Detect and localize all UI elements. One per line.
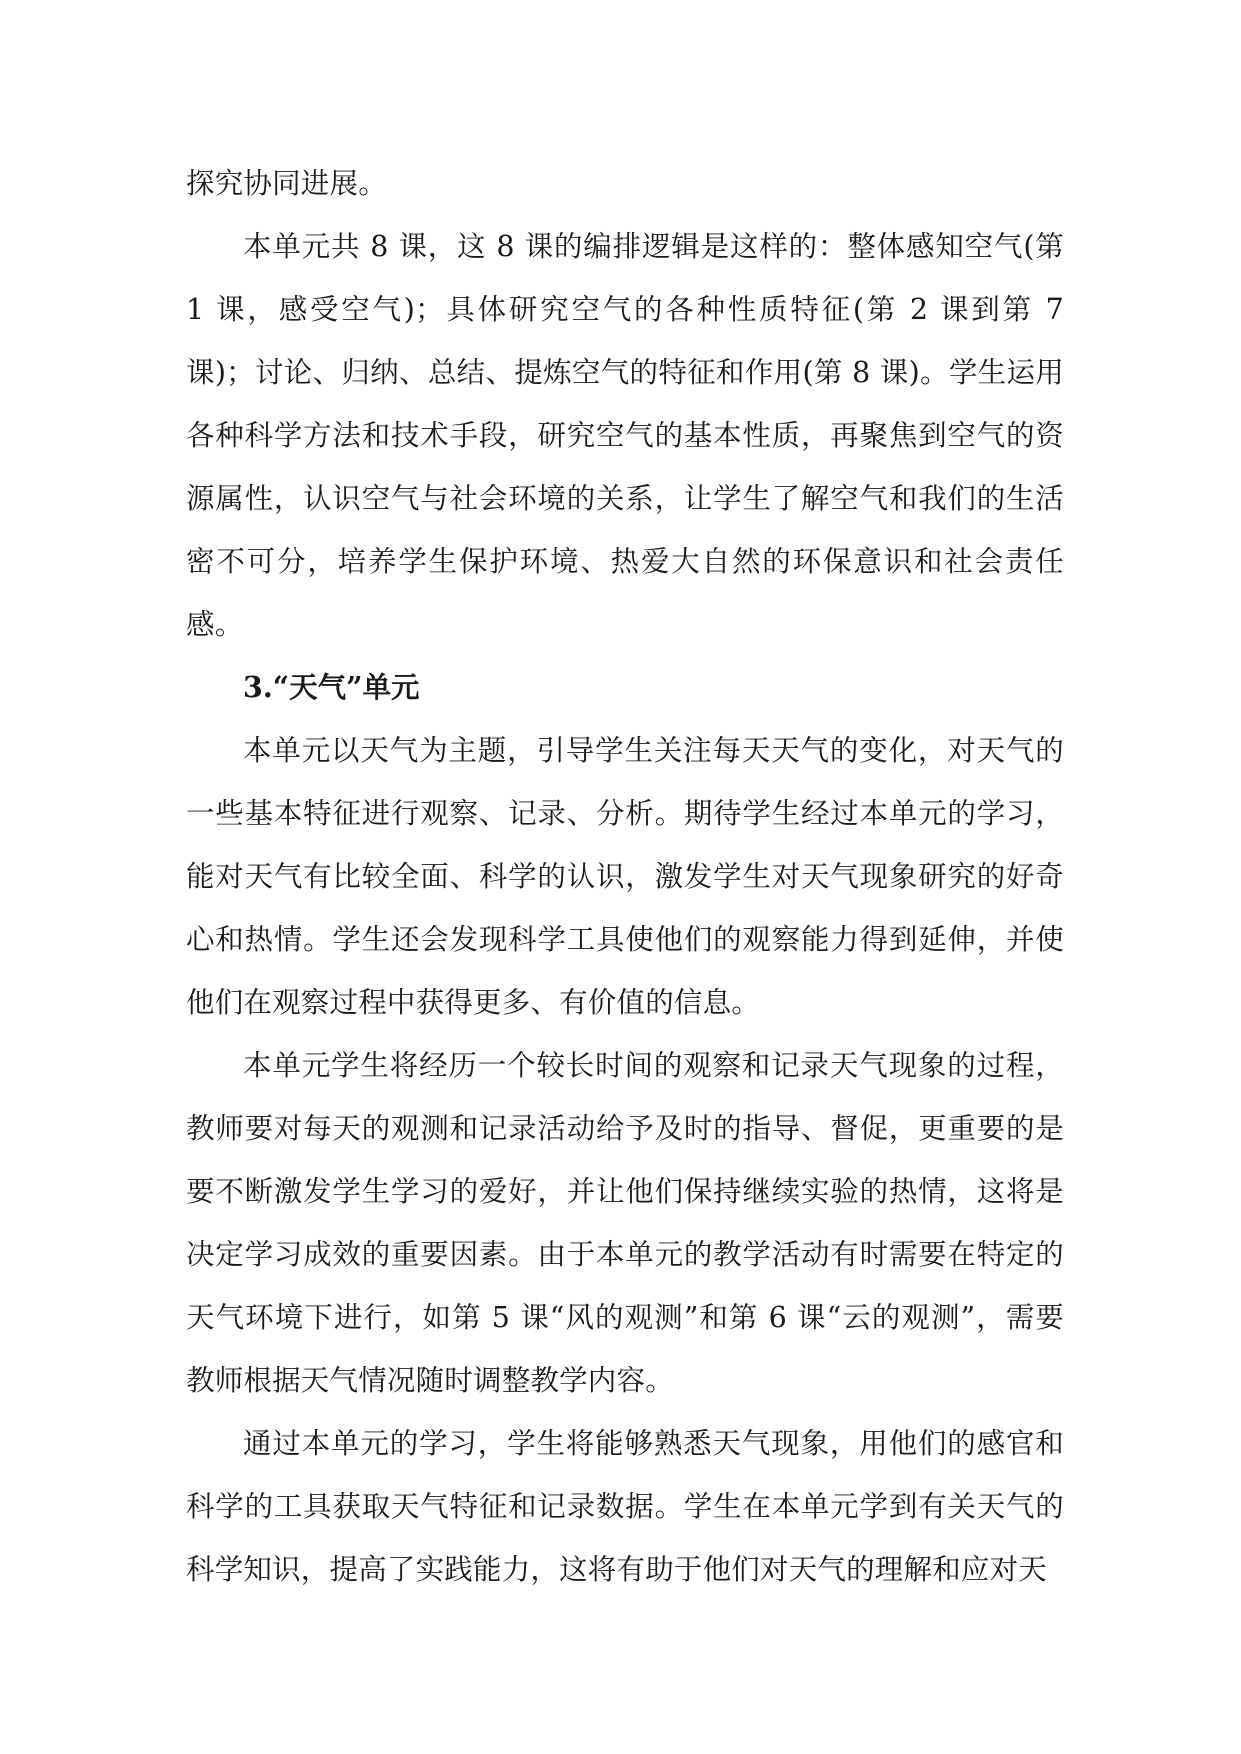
document-body bbox=[186, 152, 1064, 1601]
paragraph-weather-intro: 本单元以天气为主题，引导学生关注每天天气的变化，对天气的一些基本特征进行观察、记录、分析。期待学生经过本单元的学习，能对天气有比较全面、科学的认识，激发学生对天气现象研究的好奇心和热情。学生还会发现科学工具使他们的观察能力得到延伸，并使他们在观察过程中获得更多、有价值的信息。 bbox=[186, 734, 1064, 1019]
paragraph-air-unit-lessons: 本单元共 8 课，这 8 课的编排逻辑是这样的：整体感知空气(第 1 课，感受空气)；具体研究空气的各种性质特征(第 2 课到第 7 课)；讨论、归纳、总结、提炼空气的特征和作用(第 8 课)。学生运用各种科学方法和技术手段，研究空气的基本性质，再聚焦到空气的资源属性，认识空气与社会环境的关系，让学生了解空气和我们的生活密不可分，培养学生保护环境、热爱大自然的环保意识和社会责任感。 bbox=[186, 230, 1064, 641]
paragraph-weather-outcomes: 通过本单元的学习，学生将能够熟悉天气现象，用他们的感官和科学的工具获取天气特征和记录数据。学生在本单元学到有关天气的科学知识，提高了实践能力，这将有助于他们对天气的理解和应对天 bbox=[186, 1427, 1064, 1586]
paragraph-continuation: 探究协同进展。 bbox=[186, 167, 387, 200]
section-heading-weather-unit: 3.“天气”单元 bbox=[243, 670, 420, 704]
paragraph-weather-observation: 本单元学生将经历一个较长时间的观察和记录天气现象的过程，教师要对每天的观测和记录活动给予及时的指导、督促，更重要的是要不断激发学生学习的爱好，并让他们保持继续实验的热情，这将是决定学习成效的重要因素。由于本单元的教学活动有时需要在特定的天气环境下进行，如第 5 课“风的观测”和第 6 课“云的观测”，需要教师根据天气情况随时调整教学内容。 bbox=[186, 1049, 1064, 1397]
